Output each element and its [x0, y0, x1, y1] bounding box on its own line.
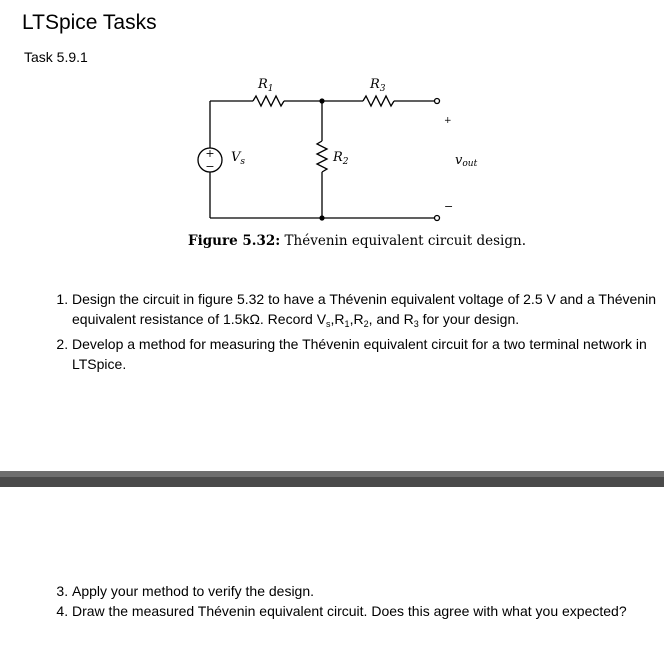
- label-vs: $V_s$: [231, 150, 246, 167]
- task-list-part1: [43, 289, 664, 374]
- label-r3: $R_3$: [370, 77, 386, 94]
- resistor-r1: [253, 96, 284, 106]
- list-item: 1. Design the circuit in figure 5.32 to have a Thévenin equivalent voltage of 2.5 V and a Thévenin equivalent resistance of 1.5kΩ. Record $V_s,R_1,R_2$, and $R_3$ for your design.: [72, 289, 664, 334]
- section-divider-highlight: [0, 471, 664, 477]
- label-minus-source: −: [205, 160, 215, 173]
- label-r1: $R_1$: [258, 77, 274, 94]
- label-r2: $R_2$: [333, 150, 349, 167]
- figure-caption: [188, 233, 526, 249]
- list-item: 4. Draw the measured Thévenin equivalent circuit. Does this agree with what you expected?: [72, 601, 627, 621]
- label-plus-source: +: [205, 147, 215, 160]
- task-list-part2: [43, 581, 627, 621]
- label-minus-out: −: [444, 200, 454, 213]
- caption-text: Thévenin equivalent circuit design.: [284, 233, 526, 249]
- circuit-diagram: [0, 0, 664, 260]
- node-dot-bottom: [319, 215, 324, 220]
- label-vout: vout: [455, 153, 478, 169]
- terminal-bottom: [435, 216, 440, 221]
- list-item: 2. Develop a method for measuring the Thévenin equivalent circuit for a two terminal network in LTSpice.: [72, 334, 664, 374]
- terminal-top: [435, 99, 440, 104]
- resistor-r2: [317, 141, 327, 172]
- page-title: LTSpice Tasks: [22, 11, 157, 34]
- label-plus-out: +: [444, 116, 452, 126]
- list-item: 3. Apply your method to verify the design.: [72, 581, 627, 601]
- caption-label: Figure 5.32:: [188, 233, 281, 249]
- node-dot-top: [319, 98, 324, 103]
- resistor-r3: [363, 96, 394, 106]
- task-heading: Task 5.9.1: [24, 49, 88, 65]
